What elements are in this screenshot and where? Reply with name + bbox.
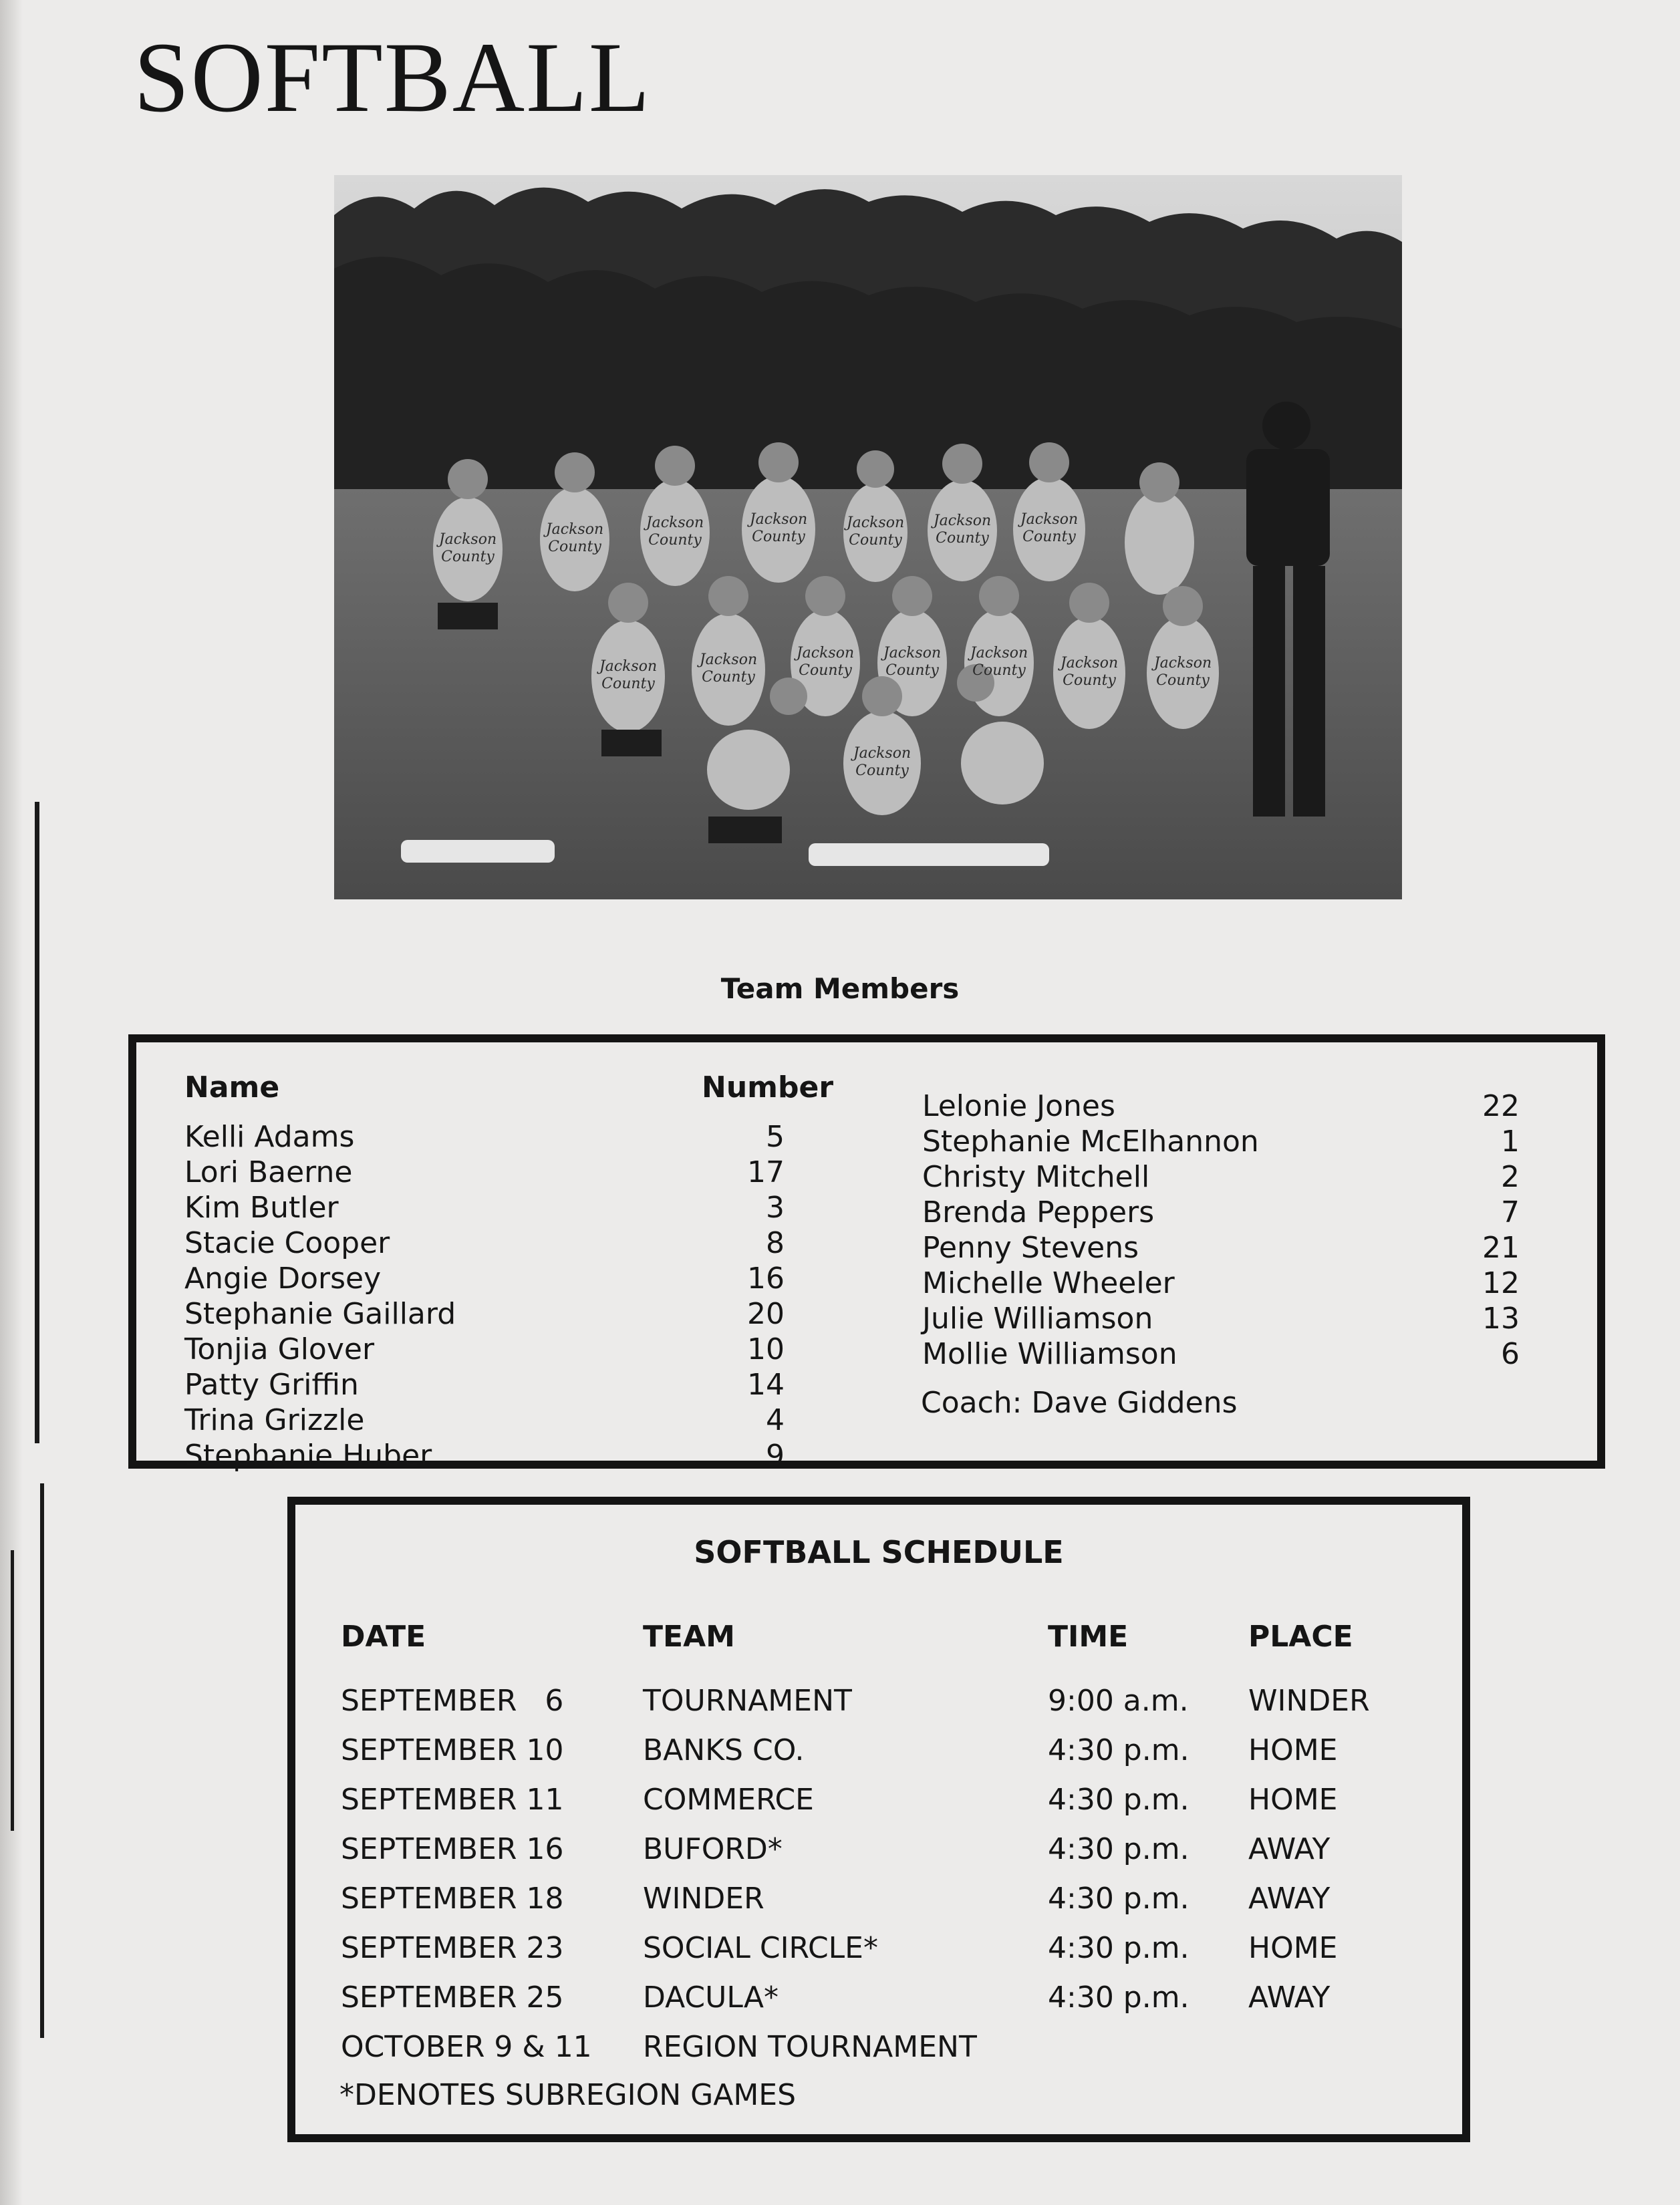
shirt-lettering: County [885,662,939,679]
shirt-lettering: Jackson [545,521,604,538]
team-members-heading: Team Members [720,972,960,1005]
roster-name: Stephanie McElhannon [922,1125,1259,1159]
schedule-date: SEPTEMBER 16 [341,1832,564,1866]
roster-name: Patty Griffin [184,1368,359,1402]
shirt-lettering: County [855,762,909,779]
schedule-time: 4:30 p.m. [1048,1733,1189,1767]
schedule-time: 4:30 p.m. [1048,1832,1189,1866]
team-photo [334,175,1402,899]
roster-name: Christy Mitchell [922,1160,1150,1194]
page-title: SOFTBALL [134,22,652,133]
shirt-lettering: County [548,539,601,555]
roster-name: Lelonie Jones [922,1089,1115,1123]
shirt-lettering: Jackson [699,651,758,668]
schedule-date: SEPTEMBER 23 [341,1931,564,1965]
team-column-header: TEAM [643,1620,735,1654]
binding-mark [40,1483,44,2038]
roster-number: 8 [766,1226,785,1260]
shirt-lettering: County [799,662,852,679]
roster-name: Lori Baerne [184,1155,353,1189]
shirt-lettering: County [1063,672,1116,689]
roster-number: 5 [766,1120,785,1154]
roster-name: Kelli Adams [184,1120,355,1154]
shirt-lettering: Jackson [646,514,704,531]
roster-number: 9 [766,1439,785,1473]
number-column-header: Number [702,1070,834,1105]
schedule-place: AWAY [1248,1832,1331,1866]
team-photo-image [334,175,1402,899]
shirt-lettering: County [752,529,805,545]
roster-number: 22 [1482,1089,1520,1123]
schedule-team: COMMERCE [643,1783,814,1817]
schedule-place: AWAY [1248,1980,1331,2015]
shirt-lettering: County [972,662,1026,679]
schedule-time: 4:30 p.m. [1048,1931,1189,1965]
shirt-lettering: Jackson [1060,655,1119,672]
roster-name: Stephanie Huber [184,1439,432,1473]
shirt-lettering: Jackson [599,658,658,675]
roster-name: Trina Grizzle [184,1403,365,1437]
shirt-lettering: County [936,530,989,547]
shirt-lettering: Jackson [796,645,855,662]
schedule-team: TOURNAMENT [643,1684,852,1718]
shirt-lettering: County [1022,529,1076,545]
shirt-lettering: County [601,676,655,692]
schedule-team: BANKS CO. [643,1733,805,1767]
shirt-lettering: Jackson [883,645,942,662]
schedule-date: SEPTEMBER 11 [341,1783,564,1817]
schedule-team: REGION TOURNAMENT [643,2030,977,2064]
shirt-lettering: County [849,532,902,549]
place-column-header: PLACE [1248,1620,1353,1654]
page-binding-edge [0,0,23,2205]
schedule-team: DACULA* [643,1980,779,2015]
roster-name: Julie Williamson [922,1302,1153,1336]
schedule-heading: SOFTBALL SCHEDULE [694,1534,1064,1570]
schedule-date: SEPTEMBER 6 [341,1684,564,1718]
schedule-place: HOME [1248,1931,1338,1965]
roster-name: Tonjia Glover [184,1332,375,1366]
shirt-lettering: County [441,549,495,565]
schedule-team: BUFORD* [643,1832,783,1866]
schedule-date: SEPTEMBER 10 [341,1733,564,1767]
schedule-date: SEPTEMBER 18 [341,1882,564,1916]
schedule-date: OCTOBER 9 & 11 [341,2030,592,2064]
binding-mark [11,1550,14,1831]
roster-name: Stephanie Gaillard [184,1297,456,1331]
roster-number: 10 [747,1332,785,1366]
coach-name: Coach: Dave Giddens [921,1386,1238,1420]
shirt-lettering: Jackson [749,511,808,528]
roster-number: 16 [747,1262,785,1296]
roster-name: Kim Butler [184,1191,339,1225]
roster-number: 1 [1501,1125,1520,1159]
schedule-time: 4:30 p.m. [1048,1783,1189,1817]
roster-number: 3 [766,1191,785,1225]
roster-name: Angie Dorsey [184,1262,382,1296]
shirt-lettering: County [702,669,755,686]
shirt-lettering: Jackson [853,745,912,762]
shirt-lettering: Jackson [846,514,905,531]
roster-name: Penny Stevens [922,1231,1139,1265]
shirt-lettering: Jackson [1020,511,1079,528]
roster-number: 12 [1482,1266,1520,1300]
schedule-place: WINDER [1248,1684,1370,1718]
shirt-lettering: Jackson [933,512,992,529]
schedule-date: SEPTEMBER 25 [341,1980,564,2015]
schedule-footnote: *DENOTES SUBREGION GAMES [339,2078,797,2112]
shirt-lettering: Jackson [970,645,1028,662]
schedule-time: 9:00 a.m. [1048,1684,1189,1718]
roster-number: 14 [747,1368,785,1402]
shirt-lettering: County [648,532,702,549]
shirt-lettering: Jackson [438,531,497,548]
date-column-header: DATE [341,1620,426,1654]
schedule-team: SOCIAL CIRCLE* [643,1931,878,1965]
schedule-time: 4:30 p.m. [1048,1980,1189,2015]
schedule-team: WINDER [643,1882,764,1916]
roster-number: 6 [1501,1337,1520,1371]
schedule-place: HOME [1248,1733,1338,1767]
roster-name: Stacie Cooper [184,1226,390,1260]
roster-name: Brenda Peppers [922,1195,1155,1229]
time-column-header: TIME [1048,1620,1129,1654]
schedule-place: AWAY [1248,1882,1331,1916]
roster-name: Mollie Williamson [922,1337,1177,1371]
roster-box [128,1034,1605,1473]
binding-mark [35,802,39,1443]
roster-number: 2 [1501,1160,1520,1194]
roster-name: Michelle Wheeler [922,1266,1175,1300]
schedule-place: HOME [1248,1783,1338,1817]
shirt-lettering: County [1156,672,1210,689]
roster-number: 7 [1501,1195,1520,1229]
roster-number: 20 [747,1297,785,1331]
roster-number: 21 [1482,1231,1520,1265]
name-column-header: Name [184,1070,280,1105]
shirt-lettering: Jackson [1153,655,1212,672]
roster-number: 17 [747,1155,785,1189]
schedule-time: 4:30 p.m. [1048,1882,1189,1916]
roster-number: 13 [1482,1302,1520,1336]
roster-number: 4 [766,1403,785,1437]
schedule-box [287,1497,1470,2142]
